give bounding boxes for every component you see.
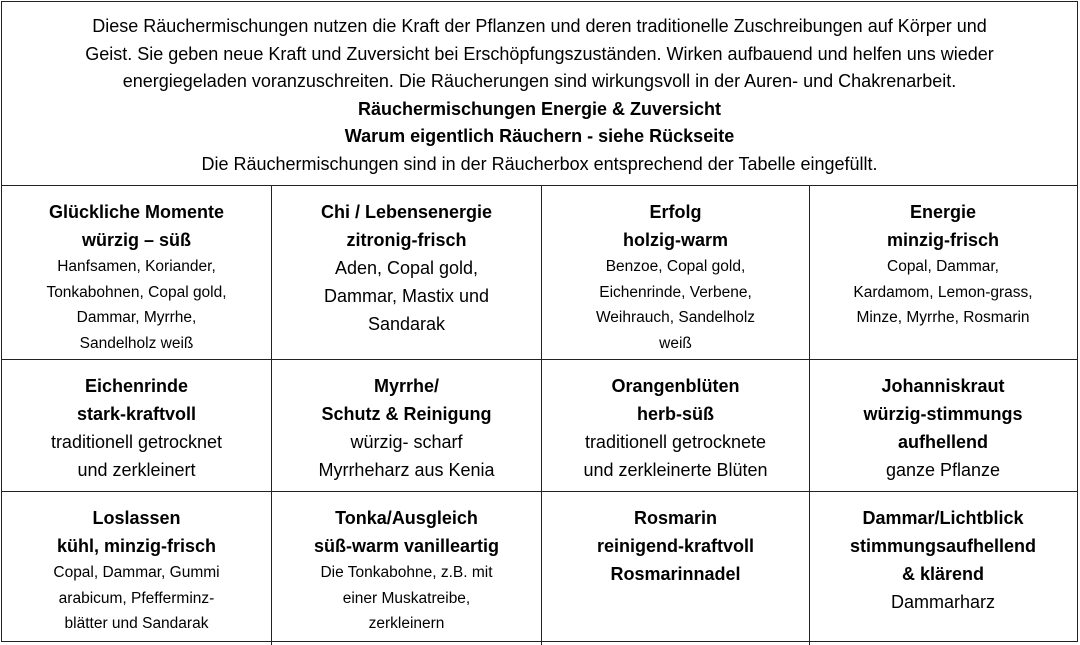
blend-ingredients: ganze Pflanze (885, 460, 1001, 480)
table-row (2, 186, 1077, 360)
blend-title: kühl, minzig-frisch (56, 536, 216, 556)
blend-cell (542, 186, 810, 359)
blend-ingredients: Dammarharz (890, 592, 996, 612)
blend-cell (272, 492, 542, 645)
blend-ingredients: Kardamom, Lemon-grass, (853, 283, 1033, 301)
blend-title: Orangenblüten (611, 376, 740, 396)
blend-title: Chi / Lebensenergie (320, 202, 493, 222)
blend-title: aufhellend (897, 432, 988, 452)
blend-ingredients: traditionell getrocknet (50, 432, 223, 452)
blend-cell (542, 492, 810, 645)
blend-ingredients: Myrrheharz aus Kenia (318, 460, 495, 480)
blend-ingredients: weiß (659, 334, 692, 352)
blend-title: Johanniskraut (881, 376, 1005, 396)
intro-section (2, 2, 1077, 186)
blend-ingredients: Copal, Dammar, (887, 258, 999, 275)
blend-ingredients: zerkleinern (368, 615, 445, 632)
table-row (2, 492, 1077, 645)
blend-ingredients: würzig- scharf (350, 432, 463, 452)
blend-ingredients: Minze, Myrrhe, Rosmarin (856, 309, 1030, 326)
blend-ingredients: und zerkleinerte Blüten (583, 460, 768, 480)
intro-note: Die Räuchermischungen sind in der Räucherbox entsprechend der Tabelle eingefüllt. (201, 153, 878, 174)
blend-cell (272, 360, 542, 491)
blend-ingredients: Dammar, Myrrhe, (76, 309, 197, 326)
blend-title: Energie (909, 202, 977, 222)
blend-cell (810, 492, 1076, 645)
blend-ingredients: Sandelholz weiß (79, 334, 194, 352)
blend-title: Loslassen (92, 508, 181, 528)
blend-ingredients: Benzoe, Copal gold, (605, 258, 746, 275)
blend-title: minzig-frisch (886, 230, 999, 250)
blend-title: Schutz & Reinigung (321, 404, 492, 424)
blend-ingredients: Copal, Dammar, Gummi (53, 564, 220, 581)
blend-ingredients: Weihrauch, Sandelholz (595, 309, 756, 326)
blend-title: stark-kraftvoll (76, 404, 197, 424)
blend-ingredients: traditionell getrocknete (584, 432, 767, 452)
blend-ingredients: Hanfsamen, Koriander, (57, 258, 216, 275)
blend-title: würzig – süß (81, 230, 191, 250)
blend-ingredients: einer Muskatreibe, (342, 589, 471, 607)
blend-ingredients: und zerkleinert (77, 460, 196, 480)
intro-line: energiegeladen voranzuschreiten. Die Räucherungen sind wirkungsvoll in der Auren- und Chakrenarbeit. (122, 71, 957, 91)
table-subtitle: Warum eigentlich Räuchern - siehe Rückseite (344, 126, 735, 146)
blend-cell (2, 360, 272, 491)
blend-title: Rosmarin (633, 508, 718, 528)
blend-title: Tonka/Ausgleich (335, 508, 478, 528)
blend-ingredients: Tonkabohnen, Copal gold, (46, 283, 227, 301)
blend-title: Glückliche Momente (48, 202, 225, 222)
blend-ingredients: Sandarak (367, 314, 446, 334)
blend-cell (810, 186, 1076, 359)
intro-line: Diese Räuchermischungen nutzen die Kraft der Pflanzen und deren traditionelle Zuschreibungen auf Körper und (92, 16, 987, 36)
blend-title: Rosmarinnadel (610, 564, 741, 584)
blend-cell (272, 186, 542, 359)
blend-cell (542, 360, 810, 491)
blend-ingredients: arabicum, Pfefferminz- (58, 589, 215, 607)
blend-cell (810, 360, 1076, 491)
blend-ingredients: blätter und Sandarak (64, 615, 209, 632)
blend-title: zitronig-frisch (346, 230, 467, 250)
blend-title: süß-warm vanilleartig (313, 536, 500, 556)
table-row (2, 360, 1077, 492)
blend-title: Eichenrinde (84, 376, 189, 396)
blend-title: & klärend (901, 564, 985, 584)
blend-title: herb-süß (636, 404, 714, 424)
blend-title: Dammar/Lichtblick (862, 508, 1024, 528)
incense-table (1, 1, 1078, 642)
blend-title: würzig-stimmungs (863, 404, 1023, 424)
blend-cell (2, 186, 272, 359)
blend-title: stimmungsaufhellend (849, 536, 1037, 556)
blend-cell (2, 492, 272, 645)
blend-ingredients: Dammar, Mastix und (323, 286, 490, 306)
blend-ingredients: Aden, Copal gold, (334, 258, 479, 278)
intro-line: Geist. Sie geben neue Kraft und Zuversicht bei Erschöpfungszuständen. Wirken aufbauend und helfen uns wieder (85, 43, 994, 64)
blend-title: Myrrhe/ (373, 376, 440, 396)
blend-ingredients: Eichenrinde, Verbene, (599, 283, 752, 301)
table-title: Räuchermischungen Energie & Zuversicht (357, 98, 722, 119)
blend-title: Erfolg (649, 202, 702, 222)
blend-title: reinigend-kraftvoll (596, 536, 755, 556)
blend-ingredients: Die Tonkabohne, z.B. mit (320, 564, 493, 581)
blend-title: holzig-warm (622, 230, 728, 250)
